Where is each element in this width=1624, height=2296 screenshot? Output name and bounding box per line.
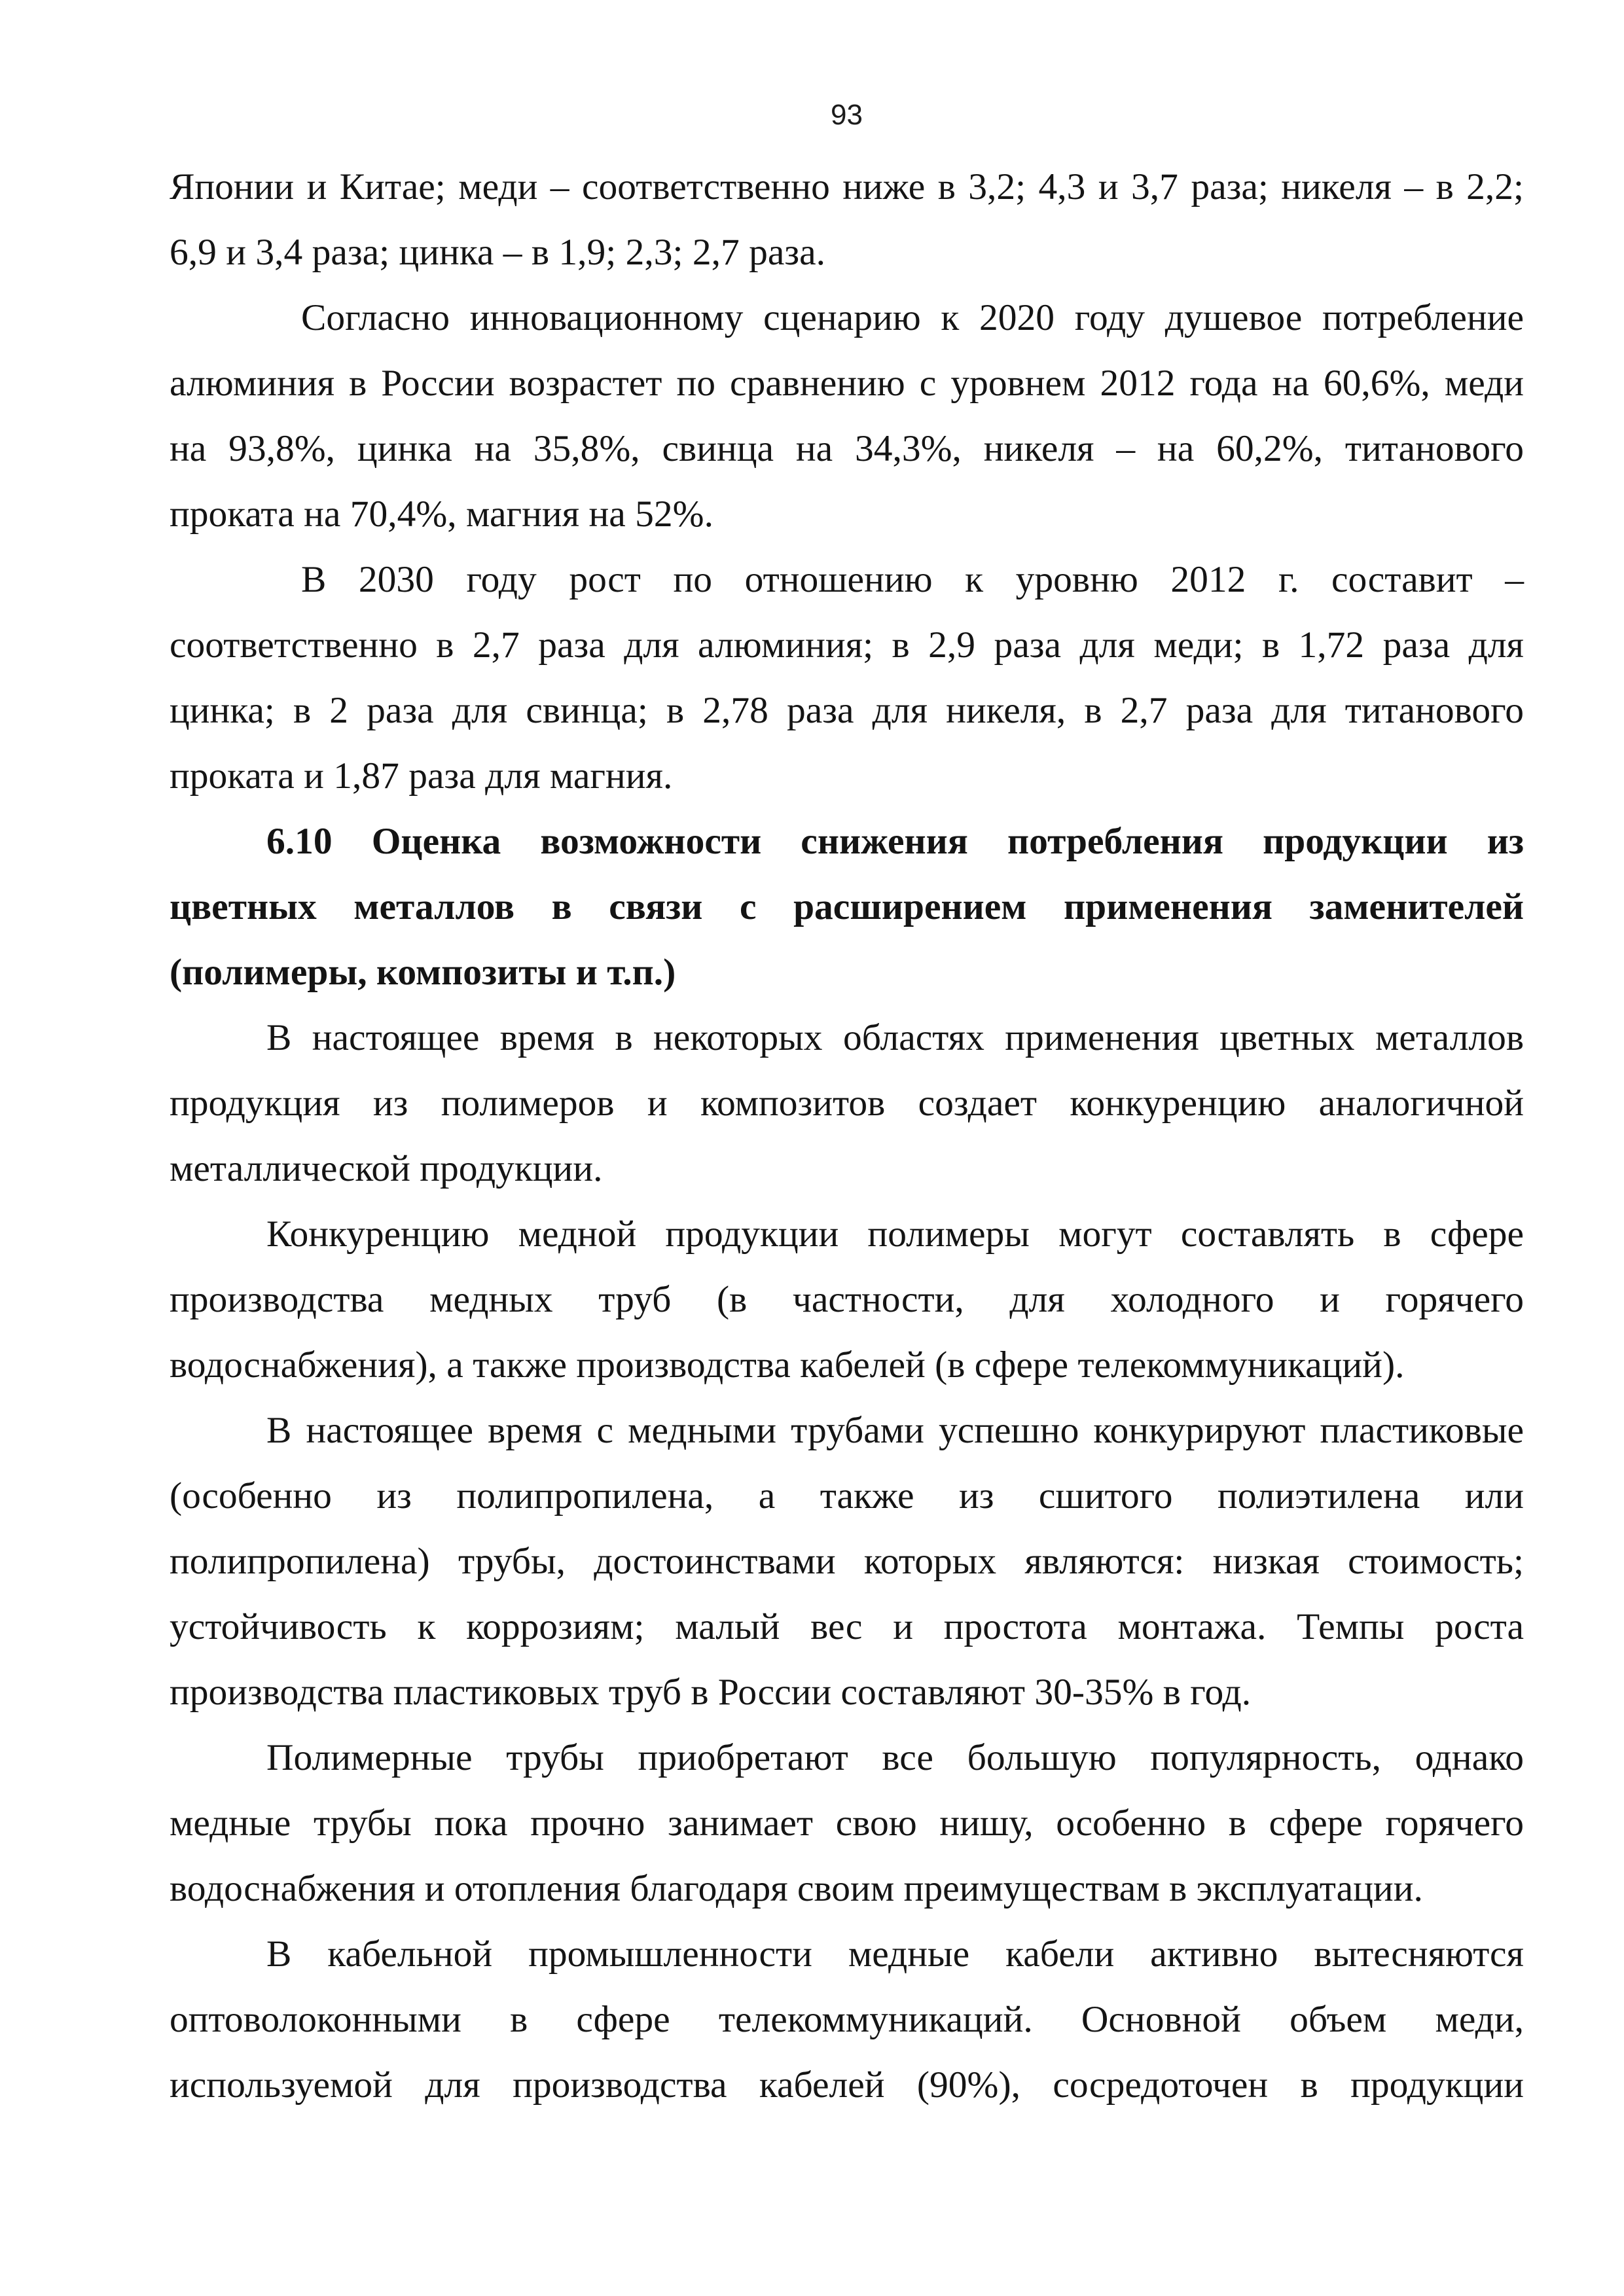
- paragraph: [170, 1725, 1524, 1922]
- text-line: проката на 70,4%, магния на 52%.: [170, 493, 713, 535]
- text-line: продукция из полимеров и композитов создает конкуренцию аналогичной: [170, 1083, 1524, 1124]
- text-line: Полимерные трубы приобретают все большую популярность, однако: [266, 1737, 1524, 1778]
- paragraph: [170, 1202, 1524, 1398]
- text-line: устойчивость к коррозиям; малый вес и простота монтажа. Темпы роста: [170, 1606, 1524, 1647]
- text-line: производства медных труб (в частности, для холодного и горячего: [170, 1279, 1524, 1320]
- text-line: Японии и Китае; меди – соответственно ниже в 3,2; 4,3 и 3,7 раза; никеля – в 2,2;: [170, 166, 1524, 207]
- document-body: [170, 154, 1524, 2118]
- paragraph: [170, 285, 1524, 547]
- text-line: водоснабжения), а также производства кабелей (в сфере телекоммуникаций).: [170, 1344, 1405, 1386]
- text-line: на 93,8%, цинка на 35,8%, свинца на 34,3%, никеля – на 60,2%, титанового: [170, 428, 1524, 469]
- text-line: соответственно в 2,7 раза для алюминия; в 2,9 раза для меди; в 1,72 раза для: [170, 624, 1524, 666]
- heading-line: 6.10 Оценка возможности снижения потребления продукции из: [266, 821, 1524, 862]
- text-line: проката и 1,87 раза для магния.: [170, 755, 673, 797]
- text-line: (особенно из полипропилена, а также из сшитого полиэтилена или: [170, 1475, 1524, 1516]
- paragraph: [170, 1922, 1524, 2118]
- text-line: полипропилена) трубы, достоинствами которых являются: низкая стоимость;: [170, 1541, 1524, 1582]
- text-line: В настоящее время в некоторых областях применения цветных металлов: [266, 1017, 1524, 1058]
- text-line: водоснабжения и отопления благодаря своим преимуществам в эксплуатации.: [170, 1868, 1423, 1909]
- text-line: алюминия в России возрастет по сравнению с уровнем 2012 года на 60,6%, меди: [170, 363, 1524, 404]
- text-line: цинка; в 2 раза для свинца; в 2,78 раза для никеля, в 2,7 раза для титанового: [170, 690, 1524, 731]
- heading-line: цветных металлов в связи с расширением применения заменителей: [170, 886, 1524, 927]
- text-line: оптоволоконными в сфере телекоммуникаций. Основной объем меди,: [170, 1999, 1524, 2040]
- text-line: В кабельной промышленности медные кабели активно вытесняются: [266, 1933, 1524, 1975]
- text-line: В настоящее время с медными трубами успешно конкурируют пластиковые: [266, 1410, 1524, 1451]
- paragraph: [170, 1398, 1524, 1725]
- paragraph: [170, 154, 1524, 285]
- paragraph: [170, 547, 1524, 809]
- text-line: 6,9 и 3,4 раза; цинка – в 1,9; 2,3; 2,7 раза.: [170, 232, 826, 273]
- text-line: Согласно инновационному сценарию к 2020 году душевое потребление: [301, 297, 1524, 338]
- section-heading: [170, 809, 1524, 1005]
- text-line: Конкуренцию медной продукции полимеры могут составлять в сфере: [266, 1213, 1524, 1255]
- heading-line: (полимеры, композиты и т.п.): [170, 952, 676, 993]
- text-line: металлической продукции.: [170, 1148, 603, 1189]
- page-number: 93: [831, 99, 863, 131]
- text-line: медные трубы пока прочно занимает свою нишу, особенно в сфере горячего: [170, 1803, 1524, 1844]
- text-line: В 2030 году рост по отношению к уровню 2012 г. составит –: [301, 559, 1524, 600]
- text-line: используемой для производства кабелей (90%), сосредоточен в продукции: [170, 2064, 1524, 2106]
- paragraph: [170, 1005, 1524, 1202]
- text-line: производства пластиковых труб в России составляют 30-35% в год.: [170, 1672, 1252, 1713]
